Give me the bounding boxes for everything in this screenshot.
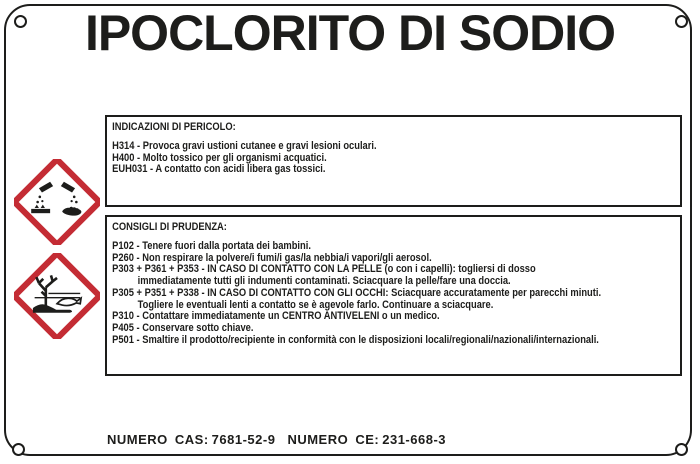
cas-number-value: 7681-52-9 [211,432,276,447]
precaution-statement-continuation: immediatamente tutti gli indumenti contaminati. Sciacquare la pelle/fare una doccia. [137,275,511,288]
registry-numbers [107,432,446,447]
precaution-statement: P405 - Conservare sotto chiave. [112,321,254,334]
precaution-statement: P501 - Smaltire il prodotto/recipiente in conformità con le disposizioni locali/regionali/nazionali/internazionali. [112,333,599,346]
hazard-statement: EUH031 - A contatto con acidi libera gas tossici. [112,163,326,176]
hazard-statement: H314 - Provoca gravi ustioni cutanee e gravi lesioni oculari. [112,140,377,152]
chemical-name-title: IPOCLORITO DI SODIO [84,5,616,61]
ce-number-value: 231-668-3 [382,432,447,447]
cas-number-label: NUMERO CAS: [107,432,209,447]
precautionary-statements-box [105,215,682,376]
precaution-box-header: CONSIGLI DI PRUDENZA: [112,221,227,233]
mounting-hole-bottom-right [675,443,688,456]
mounting-hole-bottom-left [12,443,25,456]
precaution-statement: P310 - Contattare immediatamente un CENTRO ANTIVELENI o un medico. [112,310,440,323]
hazard-box-header: INDICAZIONI DI PERICOLO: [112,121,236,133]
hazard-statement: H400 - Molto tossico per gli organismi acquatici. [112,151,327,164]
hazard-statements-box [105,115,682,207]
precaution-statement: P303 + P361 + P353 - IN CASO DI CONTATTO CON LA PELLE (o con i capelli): togliersi di dosso [112,263,536,276]
environment-pictogram-icon [14,253,100,339]
precaution-statement: P102 - Tenere fuori dalla portata dei bambini. [112,240,311,252]
corrosion-pictogram-icon [14,159,100,245]
precaution-statement: P260 - Non respirare la polvere/i fumi/i gas/la nebbia/i vapori/gli aerosol. [112,251,432,264]
ce-number-label: NUMERO CE: [287,432,380,447]
pictogram-column [14,159,100,339]
precaution-statement-continuation: Togliere le eventuali lenti a contatto se è agevole farlo. Continuare a sciacquare. [137,298,494,311]
precaution-statement: P305 + P351 + P338 - IN CASO DI CONTATTO CON GLI OCCHI: Sciacquare accuratamente per parecchi minuti. [112,286,602,299]
